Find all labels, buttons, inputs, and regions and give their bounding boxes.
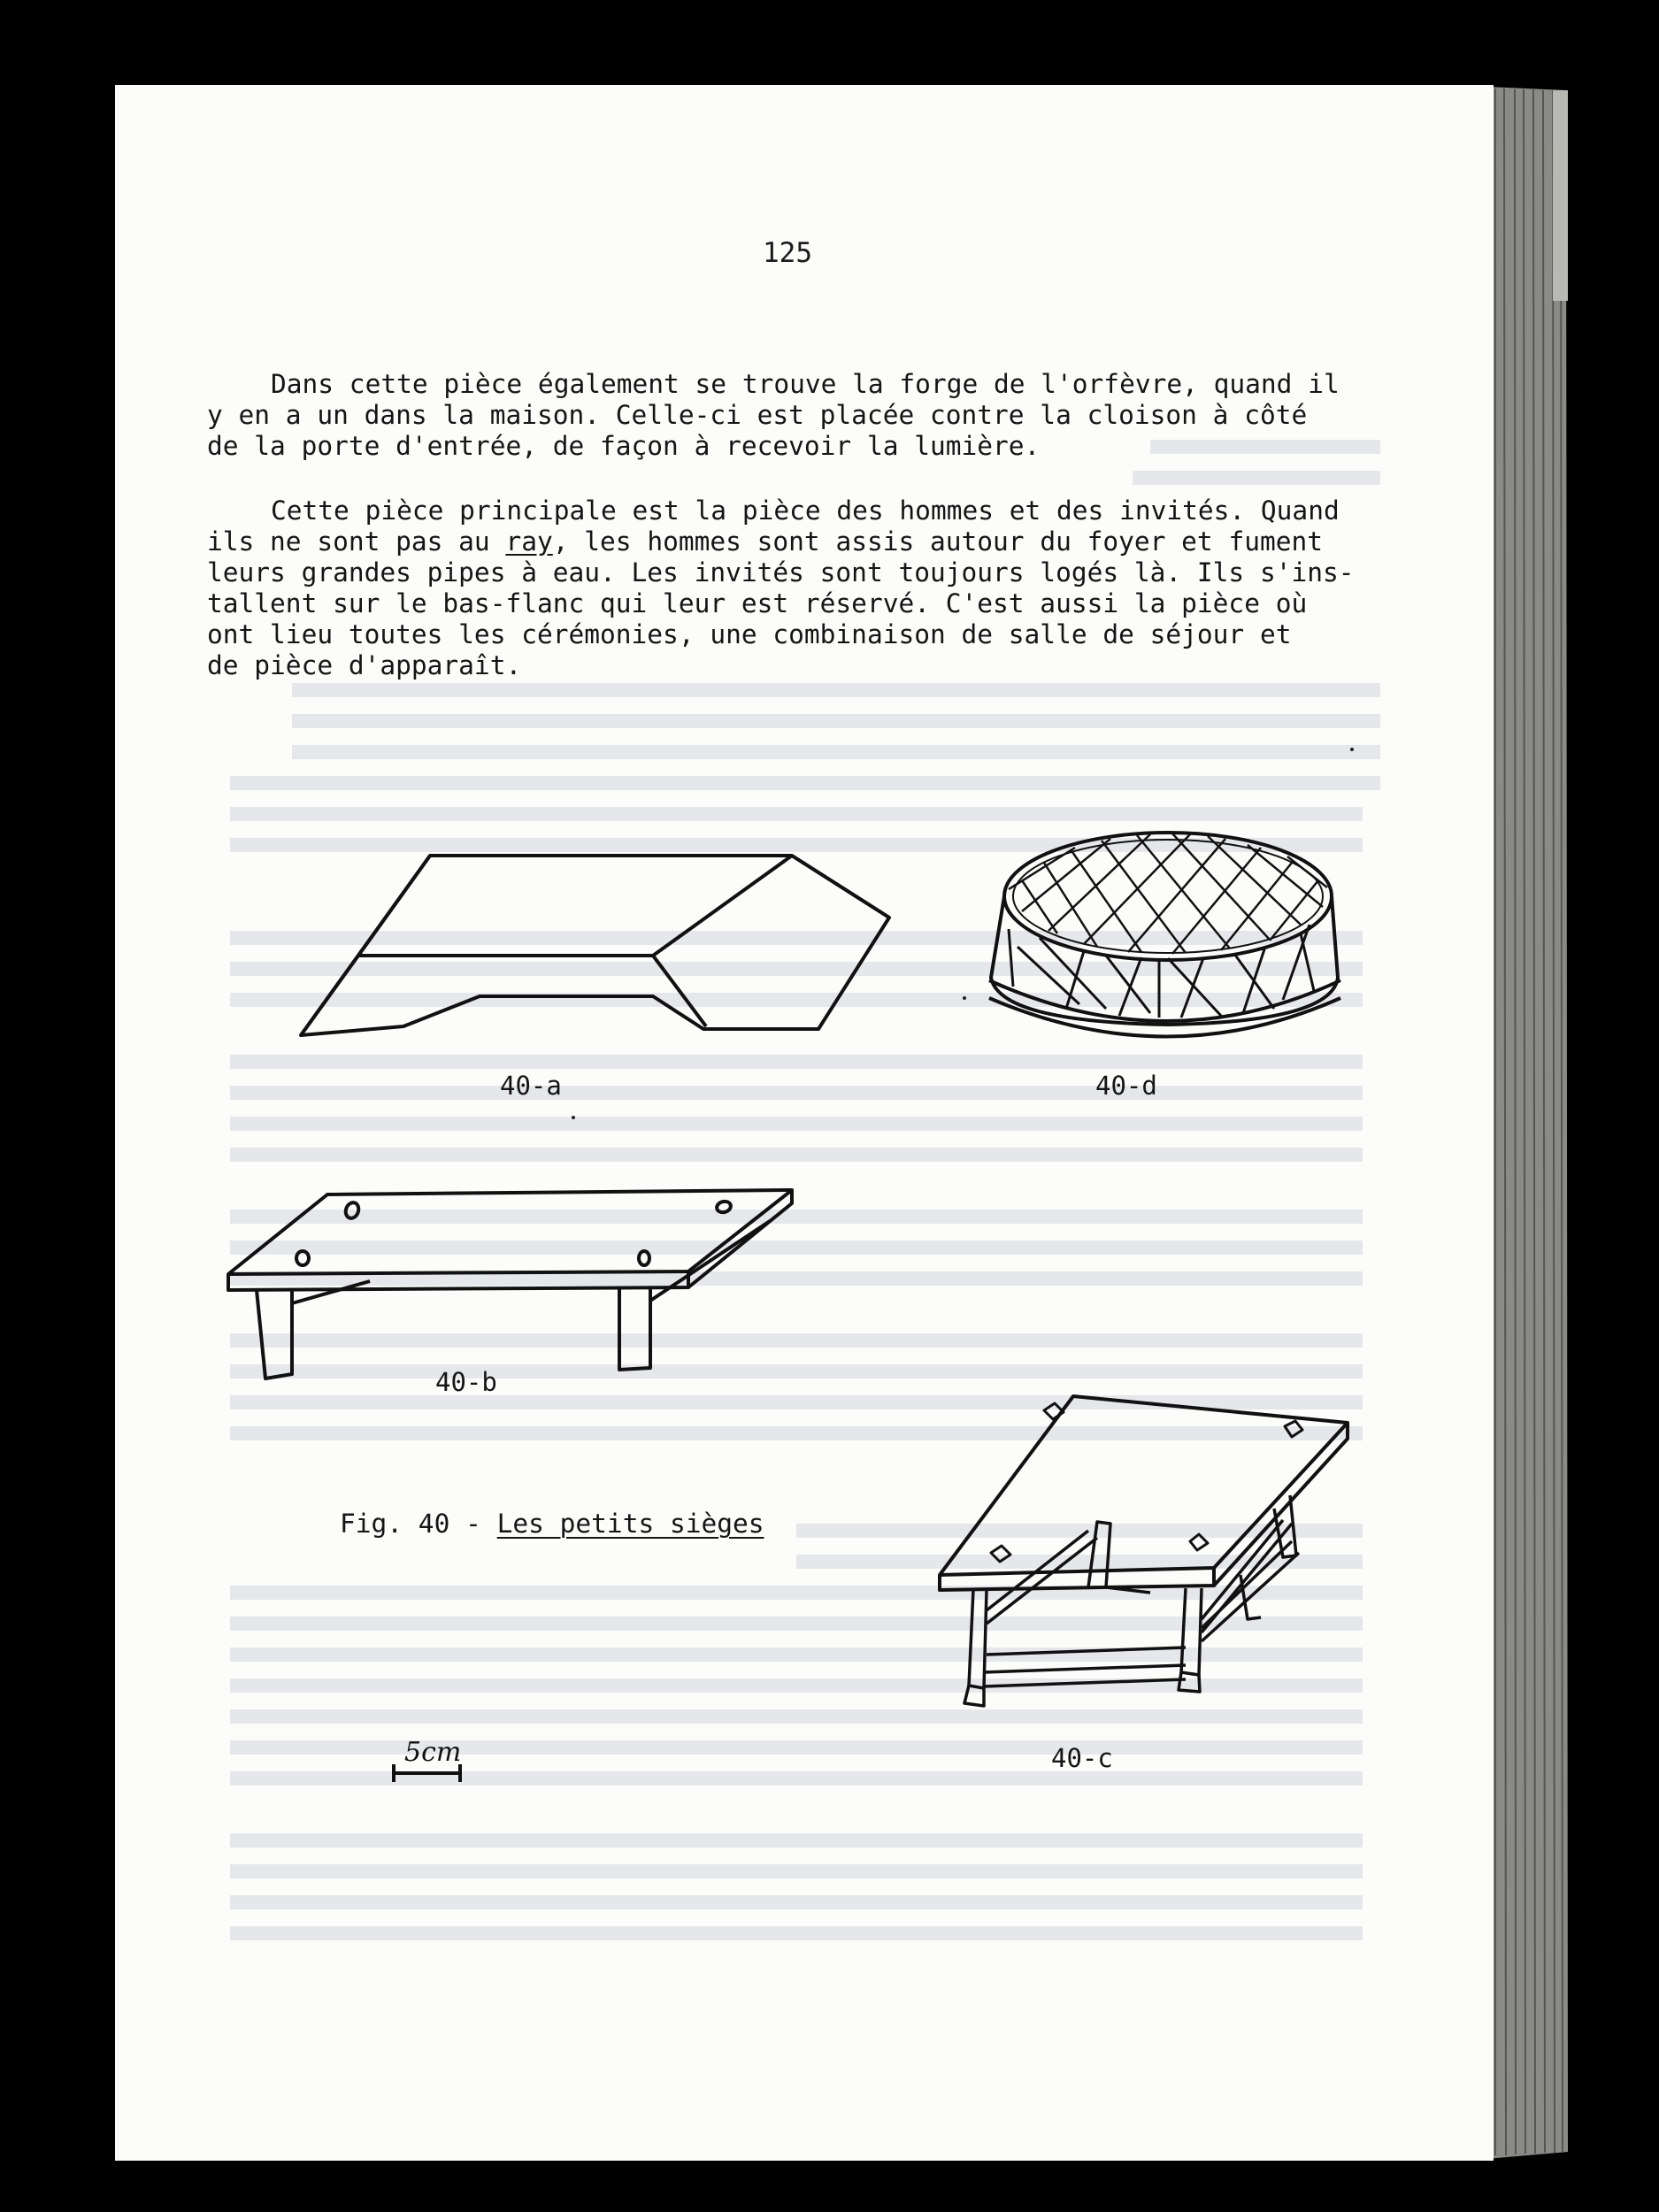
paragraph-line <box>207 526 1393 557</box>
paragraph-line: Dans cette pièce également se trouve la forge de l'orfèvre, quand il <box>271 369 1340 399</box>
page-number: 125 <box>763 237 812 269</box>
figure-label-40d: 40-d <box>1095 1071 1157 1101</box>
paragraph-line: ont lieu toutes les cérémonies, une combinaison de salle de séjour et <box>207 619 1292 649</box>
paragraph-forge <box>207 369 1393 462</box>
figure-label-40b: 40-b <box>435 1367 497 1397</box>
scale-label: 5cm <box>404 1737 462 1768</box>
paragraph-line: de la porte d'entrée, de façon à recevoir la lumière. <box>207 431 1041 461</box>
book-page-edges <box>1486 87 1568 2159</box>
figure-label-40c: 40-c <box>1051 1743 1113 1773</box>
caption-prefix: Fig. 40 - <box>340 1509 497 1539</box>
paragraph-line: tallent sur le bas-flanc qui leur est réservé. C'est aussi la pièce où <box>207 588 1308 618</box>
figure-label-40a: 40-a <box>500 1071 562 1101</box>
term-ray: ray <box>505 526 553 557</box>
paragraph-line: leurs grandes pipes à eau. Les invités sont toujours logés là. Ils s'ins- <box>207 557 1355 588</box>
paragraph-line: de pièce d'apparaît. <box>207 650 522 680</box>
paragraph-main-room <box>207 495 1393 681</box>
figure-caption <box>340 1509 764 1539</box>
line-segment: , les hommes sont assis autour du foyer et fument <box>552 526 1324 557</box>
paragraph-line: y en a un dans la maison. Celle-ci est placée contre la cloison à côté <box>207 400 1308 430</box>
caption-title: Les petits sièges <box>496 1509 764 1539</box>
line-segment: ils ne sont pas au <box>207 526 506 557</box>
paragraph-line: Cette pièce principale est la pièce des hommes et des invités. Quand <box>271 495 1340 526</box>
